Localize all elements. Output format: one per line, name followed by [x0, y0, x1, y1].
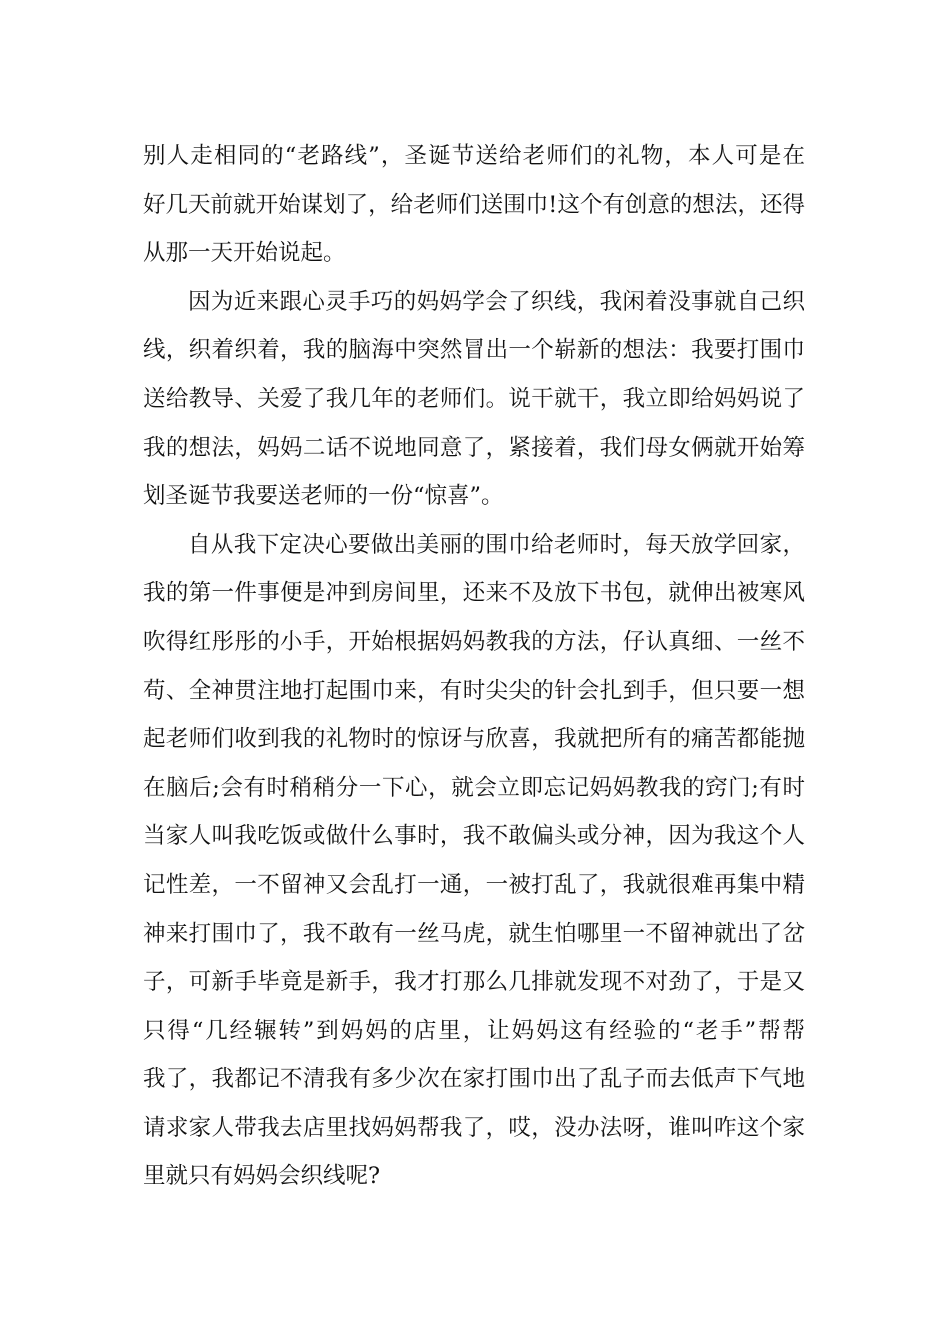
text-line: 吹得红彤彤的小手，开始根据妈妈教我的方法，仔认真细、一丝不 — [143, 628, 805, 655]
text-line: 我的想法，妈妈二话不说地同意了，紧接着，我们母女俩就开始筹 — [143, 434, 805, 461]
text-line: 好几天前就开始谋划了，给老师们送围巾!这个有创意的想法，还得 — [143, 191, 805, 218]
body-text — [143, 132, 805, 1201]
text-line: 线，织着织着，我的脑海中突然冒出一个崭新的想法：我要打围巾 — [143, 337, 805, 364]
paragraph-1 — [143, 132, 805, 278]
text-line: 只得“几经辗转”到妈妈的店里，让妈妈这有经验的“老手”帮帮 — [143, 1017, 805, 1044]
text-line: 我的第一件事便是冲到房间里，还来不及放下书包，就伸出被寒风 — [143, 580, 805, 607]
text-line: 从那一天开始说起。 — [143, 240, 346, 267]
text-line: 神来打围巾了，我不敢有一丝马虎，就生怕哪里一不留神就出了岔 — [143, 920, 805, 947]
text-line: 里就只有妈妈会织线呢? — [143, 1163, 381, 1190]
text-line: 请求家人带我去店里找妈妈帮我了，哎，没办法呀，谁叫咋这个家 — [143, 1114, 805, 1141]
text-line: 我了，我都记不清我有多少次在家打围巾出了乱子而去低声下气地 — [143, 1066, 805, 1093]
text-line: 记性差，一不留神又会乱打一通，一被打乱了，我就很难再集中精 — [143, 871, 805, 898]
text-line: 因为近来跟心灵手巧的妈妈学会了织线，我闲着没事就自己织 — [188, 288, 805, 315]
text-line: 苟、全神贯注地打起围巾来，有时尖尖的针会扎到手，但只要一想 — [143, 677, 805, 704]
text-line: 送给教导、关爱了我几年的老师们。说干就干，我立即给妈妈说了 — [143, 385, 805, 412]
text-line: 当家人叫我吃饭或做什么事时，我不敢偏头或分神，因为我这个人 — [143, 823, 805, 850]
text-line: 划圣诞节我要送老师的一份“惊喜”。 — [143, 483, 504, 510]
text-line: 起老师们收到我的礼物时的惊讶与欣喜，我就把所有的痛苦都能抛 — [143, 726, 805, 753]
paragraph-2 — [143, 278, 805, 521]
text-line: 子，可新手毕竟是新手，我才打那么几排就发现不对劲了，于是又 — [143, 969, 805, 996]
text-line: 自从我下定决心要做出美丽的围巾给老师时，每天放学回家， — [188, 531, 805, 558]
text-line: 别人走相同的“老路线”，圣诞节送给老师们的礼物，本人可是在 — [143, 143, 805, 169]
text-line: 在脑后;会有时稍稍分一下心，就会立即忘记妈妈教我的窍门;有时 — [143, 774, 805, 801]
paragraph-3 — [143, 521, 805, 1201]
